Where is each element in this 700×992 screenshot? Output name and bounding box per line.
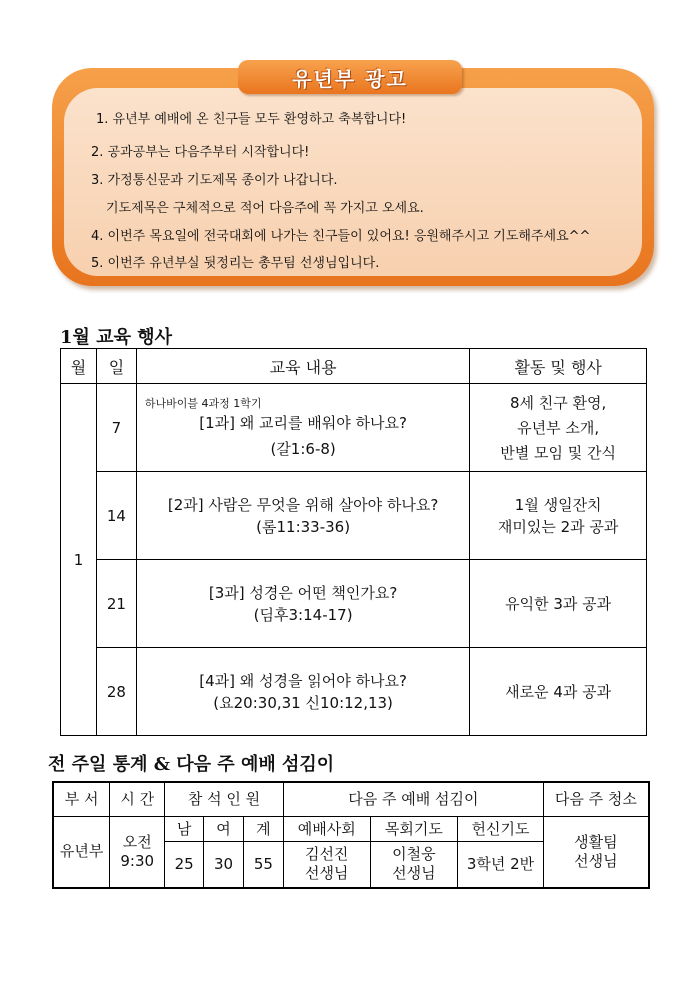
education-title: 1월 교육 행사 bbox=[60, 327, 172, 348]
time-cell bbox=[110, 817, 165, 888]
stats-table bbox=[52, 781, 650, 889]
stats-title: 전 주일 통계 & 다음 주 예배 섬김이 bbox=[48, 754, 335, 775]
total-count: 55 bbox=[243, 842, 283, 888]
sub-header-prayer: 목회기도 bbox=[370, 817, 458, 842]
activity-line: 반별 모임 및 간식 bbox=[500, 443, 617, 462]
header-dept: 부 서 bbox=[53, 782, 110, 817]
table-row bbox=[61, 648, 647, 736]
table-row bbox=[61, 560, 647, 648]
activity-cell bbox=[470, 384, 647, 472]
lesson-verse: (갈1:6-8) bbox=[270, 439, 336, 458]
leader-cell bbox=[283, 842, 370, 888]
prayer-cell bbox=[370, 842, 458, 888]
stats-header-row bbox=[53, 782, 649, 817]
dept-cell: 유년부 bbox=[53, 817, 110, 888]
header-cleaning: 다음 주 청소 bbox=[543, 782, 649, 817]
male-count: 25 bbox=[165, 842, 204, 888]
header-time: 시 간 bbox=[110, 782, 165, 817]
lesson-verse: (롬11:33-36) bbox=[256, 517, 351, 536]
prayer-title: 선생님 bbox=[392, 864, 436, 883]
cleaning-team: 생활팀 bbox=[574, 832, 618, 851]
notice-title: 유년부 광고 bbox=[292, 66, 408, 91]
header-attendance: 참 석 인 원 bbox=[165, 782, 284, 817]
lesson-verse: (딤후3:14-17) bbox=[253, 605, 353, 624]
lesson-title: [4과] 왜 성경을 읽어야 하나요? bbox=[199, 671, 407, 690]
header-activity: 활동 및 행사 bbox=[470, 349, 647, 384]
content-cell bbox=[136, 472, 469, 560]
activity-cell: 새로운 4과 공과 bbox=[470, 648, 647, 736]
sub-header-female: 여 bbox=[204, 817, 244, 842]
day-cell: 28 bbox=[96, 648, 136, 736]
activity-line: 8세 친구 환영, bbox=[510, 393, 607, 412]
day-cell: 21 bbox=[96, 560, 136, 648]
leader-name: 김선진 bbox=[304, 845, 349, 864]
education-header-row bbox=[61, 349, 647, 384]
header-day: 일 bbox=[96, 349, 136, 384]
table-row bbox=[61, 472, 647, 560]
activity-cell bbox=[470, 472, 647, 560]
female-count: 30 bbox=[204, 842, 244, 888]
lesson-title: [1과] 왜 교리를 배워야 하나요? bbox=[199, 413, 407, 432]
day-cell: 14 bbox=[96, 472, 136, 560]
notice-line-2: 2. 공과공부는 다음주부터 시작합니다! bbox=[91, 145, 310, 160]
education-table bbox=[60, 348, 647, 736]
cleaning-cell bbox=[543, 817, 649, 888]
month-cell: 1 bbox=[61, 384, 97, 736]
day-cell: 7 bbox=[96, 384, 136, 472]
notice-line-5: 5. 이번주 유년부실 뒷정리는 총무팀 선생님입니다. bbox=[91, 256, 380, 271]
notice-title-banner bbox=[238, 60, 462, 94]
lesson-title: [3과] 성경은 어떤 책인가요? bbox=[208, 583, 398, 602]
activity-cell: 유익한 3과 공과 bbox=[470, 560, 647, 648]
time-value: 9:30 bbox=[120, 851, 155, 870]
content-cell bbox=[136, 384, 469, 472]
stats-subheader-row bbox=[53, 817, 649, 842]
lesson-title: [2과] 사람은 무엇을 위해 살아야 하나요? bbox=[167, 495, 439, 514]
activity-line: 1월 생일잔치 bbox=[514, 495, 602, 514]
header-servers: 다음 주 예배 섬김이 bbox=[283, 782, 543, 817]
curriculum-label: 하나바이블 4과정 1학기 bbox=[144, 396, 262, 410]
header-content: 교육 내용 bbox=[136, 349, 469, 384]
notice-line-4: 4. 이번주 목요일에 전국대회에 나가는 친구들이 있어요! 응원해주시고 기도해주세요^^ bbox=[91, 229, 591, 244]
table-row bbox=[61, 384, 647, 472]
notice-line-3: 3. 가정통신문과 기도제목 종이가 나갑니다. bbox=[91, 173, 338, 188]
sub-header-male: 남 bbox=[165, 817, 204, 842]
sub-header-leader: 예배사회 bbox=[283, 817, 370, 842]
sub-header-offering: 헌신기도 bbox=[458, 817, 544, 842]
time-period: 오전 bbox=[122, 832, 152, 851]
prayer-name: 이철웅 bbox=[392, 845, 436, 864]
activity-line: 재미있는 2과 공과 bbox=[497, 517, 619, 536]
sub-header-total: 계 bbox=[243, 817, 283, 842]
leader-title: 선생님 bbox=[304, 864, 349, 883]
offering-cell: 3학년 2반 bbox=[458, 842, 544, 888]
content-cell bbox=[136, 648, 469, 736]
cleaning-title: 선생님 bbox=[574, 851, 618, 870]
lesson-verse: (요20:30,31 신10:12,13) bbox=[213, 693, 393, 712]
notice-line-1: 1. 유년부 예배에 온 친구들 모두 환영하고 축복합니다! bbox=[96, 112, 407, 127]
notice-line-3-detail: 기도제목은 구체적으로 적어 다음주에 꼭 가지고 오세요. bbox=[106, 201, 424, 216]
activity-line: 유년부 소개, bbox=[517, 418, 600, 437]
content-cell bbox=[136, 560, 469, 648]
header-month: 월 bbox=[61, 349, 97, 384]
